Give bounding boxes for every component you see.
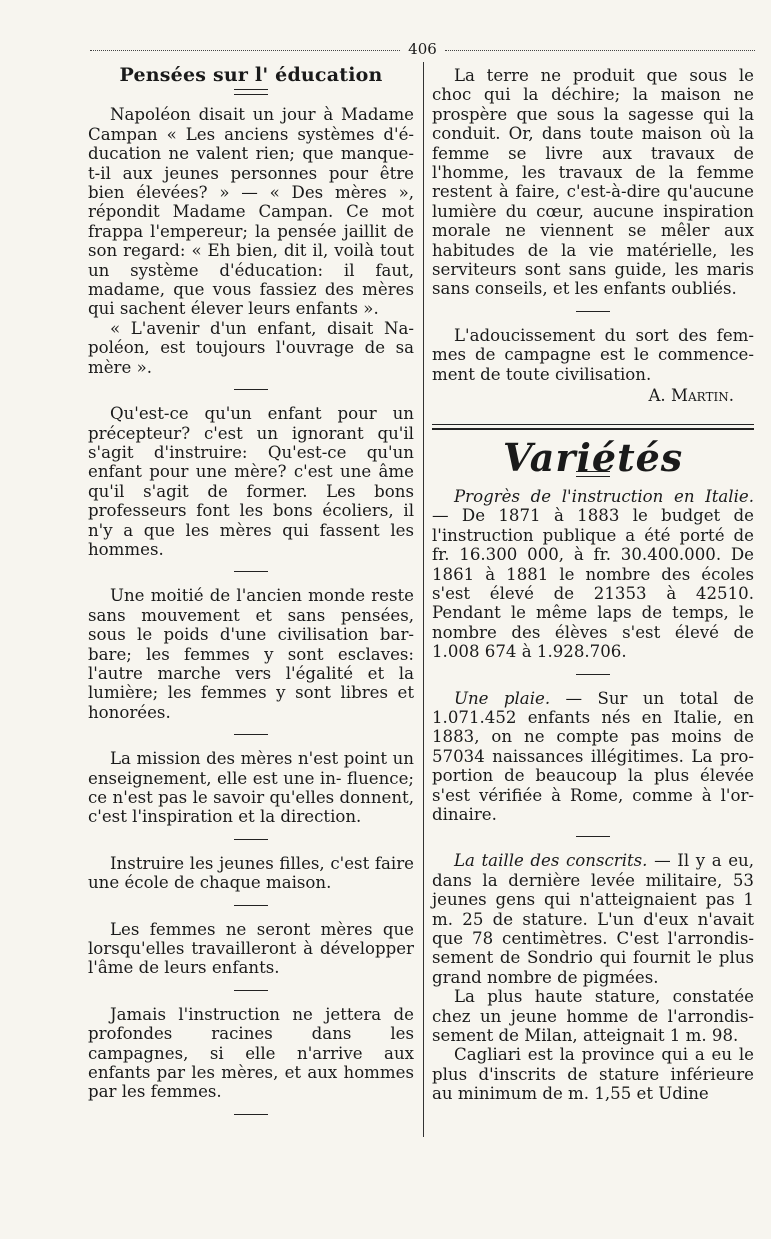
paragraph: Napoléon disait un jour à Madame Campan « Les anciens systèmes d'é- ducation ne valent rien; que manque- t-il aux jeunes personnes pour être bien élevées? » — « Des mères », répondit Madame Campan. Ce mot frappa l'empereur; la pensée jaillit de son regard: « Eh bien, dit il, voilà tout un système d'éducation: il faut, madame, que vous fassiez des mères qui sachent élever leurs enfants ». bbox=[88, 105, 414, 319]
news-item-text: — Sur un total de 1.071.452 enfants nés en Italie, en 1883, on ne compte pas moins de 57034 naissances illégitimes. La pro- portion de beaucoup la plus élevée s'est vérifiée à Rome, comme à l'or- dinaire. bbox=[432, 688, 754, 824]
paragraph: Qu'est-ce qu'un enfant pour un précepteur? c'est un ignorant qu'il s'agit d'instruire: Qu'est-ce qu'un enfant pour une mère? c'est une âme qu'il s'agit de former. Les bons professeurs font les bons écoliers, il n'y a que les mères qui fassent les hommes. bbox=[88, 404, 414, 559]
separator bbox=[234, 839, 268, 840]
news-item-text: — De 1871 à 1883 le budget de l'instruction publique a été porté de fr. 16.300 000, à fr. 30.400.000. De 1861 à 1881 le nombre des écoles s'est élevé de 21353 à 42510. Pendant le même laps de temps, le nombre des élèves s'est élevé de 1.008 674 à 1.928.706. bbox=[432, 506, 754, 662]
separator bbox=[576, 836, 610, 837]
section-rule bbox=[432, 424, 754, 430]
news-item-title: Progrès de l'instruction en Italie. bbox=[454, 486, 754, 506]
separator bbox=[234, 1114, 268, 1115]
paragraph: Une moitié de l'ancien monde reste sans mouvement et sans pensées, sous le poids d'une civilisation bar- bare; les femmes y sont esclaves: l'autre marche vers l'égalité et la lumière; les femmes y sont libres et honorées. bbox=[88, 586, 414, 722]
news-item bbox=[432, 689, 754, 825]
paragraph: L'adoucissement du sort des fem- mes de campagne est le commence- ment de toute civilisation. bbox=[432, 325, 754, 384]
paragraph: Les femmes ne seront mères que lorsqu'elles travailleront à développer l'âme de leurs enfants. bbox=[88, 919, 414, 978]
left-column bbox=[88, 66, 414, 1129]
page-header bbox=[90, 40, 755, 62]
header-rule-right bbox=[445, 50, 755, 51]
title-double-rule bbox=[234, 89, 268, 95]
separator bbox=[234, 389, 268, 390]
news-item-title: La taille des conscrits. bbox=[454, 851, 648, 871]
page-number: 406 bbox=[408, 40, 437, 58]
header-rule-left bbox=[90, 50, 400, 51]
paragraph: Instruire les jeunes filles, c'est faire une école de chaque maison. bbox=[88, 853, 414, 893]
paragraph: Jamais l'instruction ne jettera de profondes racines dans les campagnes, si elle n'arrive aux enfants par les mères, et aux hommes par les femmes. bbox=[88, 1004, 414, 1102]
news-item-title: Une plaie. bbox=[454, 688, 551, 708]
signature: A. Martin. bbox=[648, 386, 734, 406]
section-title: Variétés bbox=[502, 434, 684, 480]
separator bbox=[576, 311, 610, 312]
separator bbox=[234, 734, 268, 735]
paragraph: La terre ne produit que sous le choc qui la déchire; la maison ne prospère que sous la sagesse qui la conduit. Or, dans toute maison où la femme se livre aux travaux de l'homme, les travaux de la femme restent à faire, c'est-à-dire qu'aucune lumière du cœur, aucune inspiration morale ne viennent se mêler aux habitudes de la vie matérielle, les serviteurs sont sans guide, les maris sans conseils, et les enfants oubliés. bbox=[432, 66, 754, 299]
article-title: Pensées sur l' éducation bbox=[119, 64, 383, 86]
paragraph: La mission des mères n'est point un enseignement, elle est une in- fluence; ce n'est pas le savoir qu'elles donnent, c'est l'inspiration et la direction. bbox=[88, 749, 414, 827]
paragraph: La plus haute stature, constatée chez un jeune homme de l'arrondis- sement de Milan, atteignait 1 m. 98. bbox=[432, 987, 754, 1046]
news-item bbox=[432, 851, 754, 987]
separator bbox=[234, 990, 268, 991]
paragraph: « L'avenir d'un enfant, disait Na- poléon, est toujours l'ouvrage de sa mère ». bbox=[88, 318, 414, 377]
separator bbox=[234, 905, 268, 906]
news-item bbox=[432, 487, 754, 662]
separator bbox=[234, 571, 268, 572]
right-column bbox=[432, 66, 754, 1104]
separator bbox=[576, 674, 610, 675]
news-item-text: — Il y a eu, dans la dernière levée militaire, 53 jeunes gens qui n'atteignaient pas 1 m. 25 de stature. L'un d'eux n'avait que 78 centimètres. C'est l'arrondis- sement de Sondrio qui fournit le plus grand nombre de pigmées. bbox=[432, 851, 754, 987]
paragraph: Cagliari est la province qui a eu le plus d'inscrits de stature inférieure au minimum de m. 1,55 et Udine bbox=[432, 1045, 754, 1104]
column-divider bbox=[423, 62, 424, 1137]
